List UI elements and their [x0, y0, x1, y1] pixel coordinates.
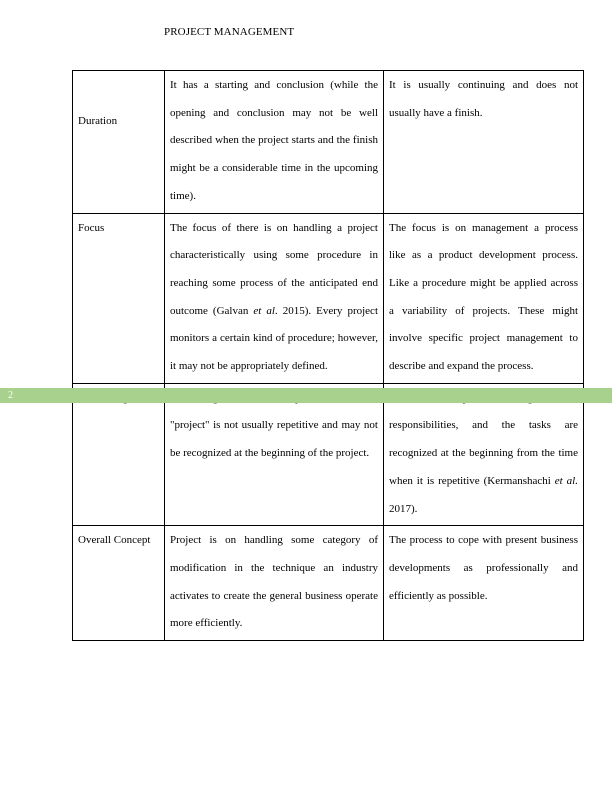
cell-process-duration: It is usually continuing and does not usually have a finish.: [384, 71, 584, 214]
cell-text: The focus of there is on handling a project characteristically using some procedure in reaching some process of the anticipated end outcome (Galvan: [170, 221, 378, 317]
page-number-band: [0, 388, 612, 403]
cell-process-focus: The focus is on management a process like as a product development process. Like a procedure might be applied across a variability of projects. These might involve specific project management to describe and expand the process.: [384, 213, 584, 383]
row-label-positioning: [73, 383, 165, 526]
table-row-duration: [73, 71, 584, 214]
cell-text: 2017).: [389, 502, 418, 515]
page-header-title: PROJECT MANAGEMENT: [164, 26, 295, 38]
row-label-focus: Focus: [73, 213, 165, 383]
row-label-duration: Duration: [73, 71, 165, 214]
citation-italic: et al: [253, 304, 275, 317]
comparison-table: [72, 70, 584, 641]
page-number: 2: [8, 390, 13, 401]
cell-text: . 2015). Every project monitors a certain kind of procedure; however, it may not be appropriately defined.: [170, 304, 378, 373]
cell-project-focus: [165, 213, 384, 383]
row-label-overall-concept: Overall Concept: [73, 526, 165, 641]
cell-process-positioning: [384, 383, 584, 526]
table-row-overall-concept: [73, 526, 584, 641]
table-row-focus: [73, 213, 584, 383]
cell-process-overall-concept: The process to cope with present business developments as professionally and efficiently as possible.: [384, 526, 584, 641]
cell-text: responsibilities, and the tasks are recognized at the beginning from the time when it is repetitive (Kermanshachi: [389, 419, 578, 487]
table-row-positioning: [73, 383, 584, 526]
citation-italic: et al.: [554, 474, 578, 487]
cell-project-overall-concept: Project is on handling some category of modification in the technique an industry activates to create the general business operate more efficiently.: [165, 526, 384, 641]
cell-project-positioning: "project" is not usually repetitive and may not be recognized at the beginning of the project.: [165, 383, 384, 526]
cell-project-duration: It has a starting and conclusion (while the opening and conclusion may not be well described when the project starts and the finish might be a considerable time in the upcoming time).: [165, 71, 384, 214]
